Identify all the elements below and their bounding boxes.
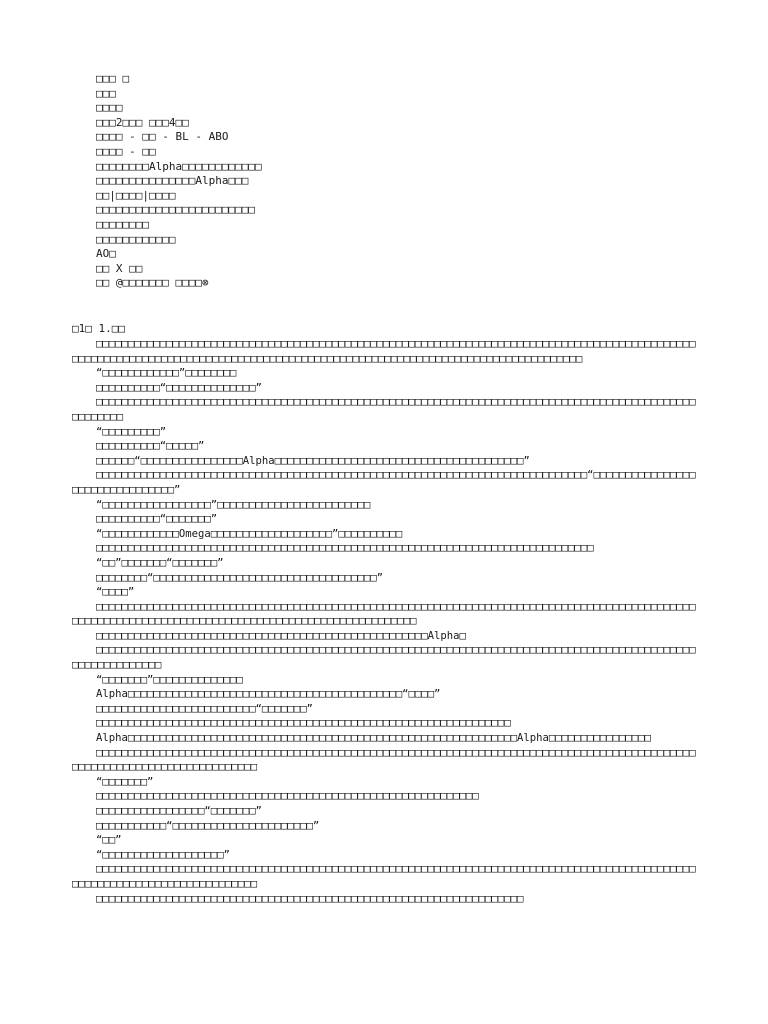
paragraph: “□□□□□□□□□□□□□□□□□”□□□□□□□□□□□□□□□□□□□□□□□□ xyxy=(96,498,371,511)
metadata-block xyxy=(96,72,736,291)
paragraph: □□□□□□□□□□□□□□□□□□□□□□□□□□□□□□□□□□□□□□□□□□□□□□□□□□□□□□□□□□□□□□□□□ xyxy=(96,717,511,730)
paragraph: “□□□□□□□”□□□□□□□□□□□□□□ xyxy=(96,673,243,686)
metadata-line: □□□□□□□□□□□□□□□□□□□□□□□□ xyxy=(96,203,255,217)
paragraph: □□□□□□□□□□□□□□□□□□□□□□□□□□□□□□□□□□□□□□□□□□□□□□□□□□□□□□□□□□□□□□□□□□□□□□□□□□□□□□□□□□□□□□□□□□□□□□□□□□□□□□□□□□□□ xyxy=(72,644,696,672)
paragraph: “□□□□□□□□□□□□□□□□□□□” xyxy=(96,848,230,861)
metadata-line: □□ X □□ xyxy=(96,261,143,275)
paragraph: “□□□□” xyxy=(96,586,135,599)
metadata-line: □□□□□□□□□□□□□□□Alpha□□□ xyxy=(96,174,249,188)
paragraph: □□□□□□□□□□□□□□□□□□□□□□□□□□□□□□□□□□□□□□□□□□□□□□□□□□□□□□□□□□□□□□□□□□□□□□□□□□□□□□□□□□□□□□□□□□□□□□□□□□□□□□□□□□□□□□□□□□□□□□□□□□□□□□□□□□□□□□□□□□□□□□□□□□□□□□□□□□□□□□□□□□□□□□□□□□□□□□ xyxy=(72,338,696,365)
paragraph: □□□□□□“□□□□□□□□□□□□□□□□Alpha□□□□□□□□□□□□□□□□□□□□□□□□□□□□□□□□□□□□□□□” xyxy=(96,454,530,467)
paragraph: □□□□□□□□□□□□□□□□□“□□□□□□□” xyxy=(96,805,262,817)
paragraph: Alpha□□□□□□□□□□□□□□□□□□□□□□□□□□□□□□□□□□□□□□□□□□□□□□□□□□□□□□□□□□□□□Alpha□□□□□□□□□□□□□□□□ xyxy=(96,732,651,745)
paragraph: □□□□□□□□□□□□□□□□□□□□□□□□□□□□□□□□□□□□□□□□□□□□□□□□□□□□Alpha□ xyxy=(96,629,466,642)
paragraph: □□□□□□□□□□“□□□□□” xyxy=(96,440,205,453)
chapter-heading: □1□ 1.□□ xyxy=(72,322,125,335)
paragraph: □□□□□□□□□□“□□□□□□□” xyxy=(96,513,218,526)
paragraph: □□□□□□□□□□□“□□□□□□□□□□□□□□□□□□□□□□” xyxy=(96,819,320,832)
body-text xyxy=(72,337,696,906)
metadata-line: □□□□□□□□ xyxy=(96,217,149,231)
paragraph: □□□□□□□□□□□□□□□□□□□□□□□□□□□□□□□□□□□□□□□□□□□□□□□□□□□□□□□□□□□□ xyxy=(96,790,479,803)
metadata-line: □□□□□□□□□□□□ xyxy=(96,232,176,246)
paragraph: □□□□□□□□□□“□□□□□□□□□□□□□□” xyxy=(96,381,262,394)
paragraph: □□□□□□□□□□□□□□□□□□□□□□□□□□□□□□□□□□□□□□□□□□□□□□□□□□□□□□□□□□□□□□□□□□□□□□□□□□□□□□□□□□□□□□□□□□□□□□□□□□□□□□□□□□□□□□□□□□□□□□□□□□□ xyxy=(72,863,696,890)
paragraph: “□□”□□□□□□□“□□□□□□□” xyxy=(96,556,224,569)
paragraph: “□□□□□□□□□” xyxy=(96,425,167,438)
metadata-line: □□ @□□□□□□□ □□□□⊗ xyxy=(96,276,209,290)
paragraph: □□□□□□□□□□□□□□□□□□□□□□□□□“□□□□□□□” xyxy=(96,702,313,715)
paragraph: Alpha□□□□□□□□□□□□□□□□□□□□□□□□□□□□□□□□□□□□□□□□□□□“□□□□” xyxy=(96,688,441,701)
paragraph: □□□□□□□□□□□□□□□□□□□□□□□□□□□□□□□□□□□□□□□□□□□□□□□□□□□□□□□□□□□□□□□□□□□ xyxy=(96,892,524,905)
metadata-line: □□|□□□□|□□□□ xyxy=(96,188,176,202)
paragraph: “□□” xyxy=(96,834,122,847)
metadata-line: □□□□ xyxy=(96,101,123,115)
paragraph: □□□□□□□□□□□□□□□□□□□□□□□□□□□□□□□□□□□□□□□□□□□□□□□□□□□□□□□□□□□□□□□□□□□□□□□□□□□□□□□□□□□□□□□□□□□□□□□□□□□□□□□□□□□□□□□□□□□□□□□□□□□□□□□□□□□□□□□□□□□□□□□□□□□□ xyxy=(72,600,696,628)
metadata-line: □□□□ - □□ - BL - ABO xyxy=(96,130,229,144)
paragraph: □□□□□□□□□□□□□□□□□□□□□□□□□□□□□□□□□□□□□□□□□□□□□□□□□□□□□□□□□□□□□□□□□□□□□□□□□□□□□□□□□□□□□□□□□□□□□□□□□□□□□□□□□□□□□□□□□□□□□□□□□□□ xyxy=(72,746,696,774)
metadata-line: AO□ xyxy=(96,247,116,261)
metadata-line: □□□□□□□□Alpha□□□□□□□□□□□□ xyxy=(96,159,262,173)
metadata-line: □□□ □ xyxy=(96,72,130,85)
paragraph: “□□□□□□□□□□□□”□□□□□□□□ xyxy=(96,367,237,380)
metadata-line: □□□□ - □□ xyxy=(96,144,156,158)
paragraph: □□□□□□□□“□□□□□□□□□□□□□□□□□□□□□□□□□□□□□□□□□□□” xyxy=(96,571,384,584)
paragraph: □□□□□□□□□□□□□□□□□□□□□□□□□□□□□□□□□□□□□□□□□□□□□□□□□□□□□□□□□□□□□□□□□□□□□□□□□□□□□“□□□□□□□□□□□□□□□□□□□□□□□□□□□□□□□□” xyxy=(72,469,696,496)
paragraph: “□□□□□□□” xyxy=(96,775,154,788)
paragraph: “□□□□□□□□□□□□Omega□□□□□□□□□□□□□□□□□□□”□□□□□□□□□□ xyxy=(96,527,403,540)
paragraph: □□□□□□□□□□□□□□□□□□□□□□□□□□□□□□□□□□□□□□□□□□□□□□□□□□□□□□□□□□□□□□□□□□□□□□□□□□□□□□□□□□□□□□□□□□□□□□□□□□□□□□ xyxy=(72,396,696,423)
paragraph: □□□□□□□□□□□□□□□□□□□□□□□□□□□□□□□□□□□□□□□□□□□□□□□□□□□□□□□□□□□□□□□□□□□□□□□□□□□□□□ xyxy=(96,542,594,555)
metadata-line: □□□2□□□ □□□4□□ xyxy=(96,115,189,129)
metadata-line: □□□ xyxy=(96,86,116,100)
